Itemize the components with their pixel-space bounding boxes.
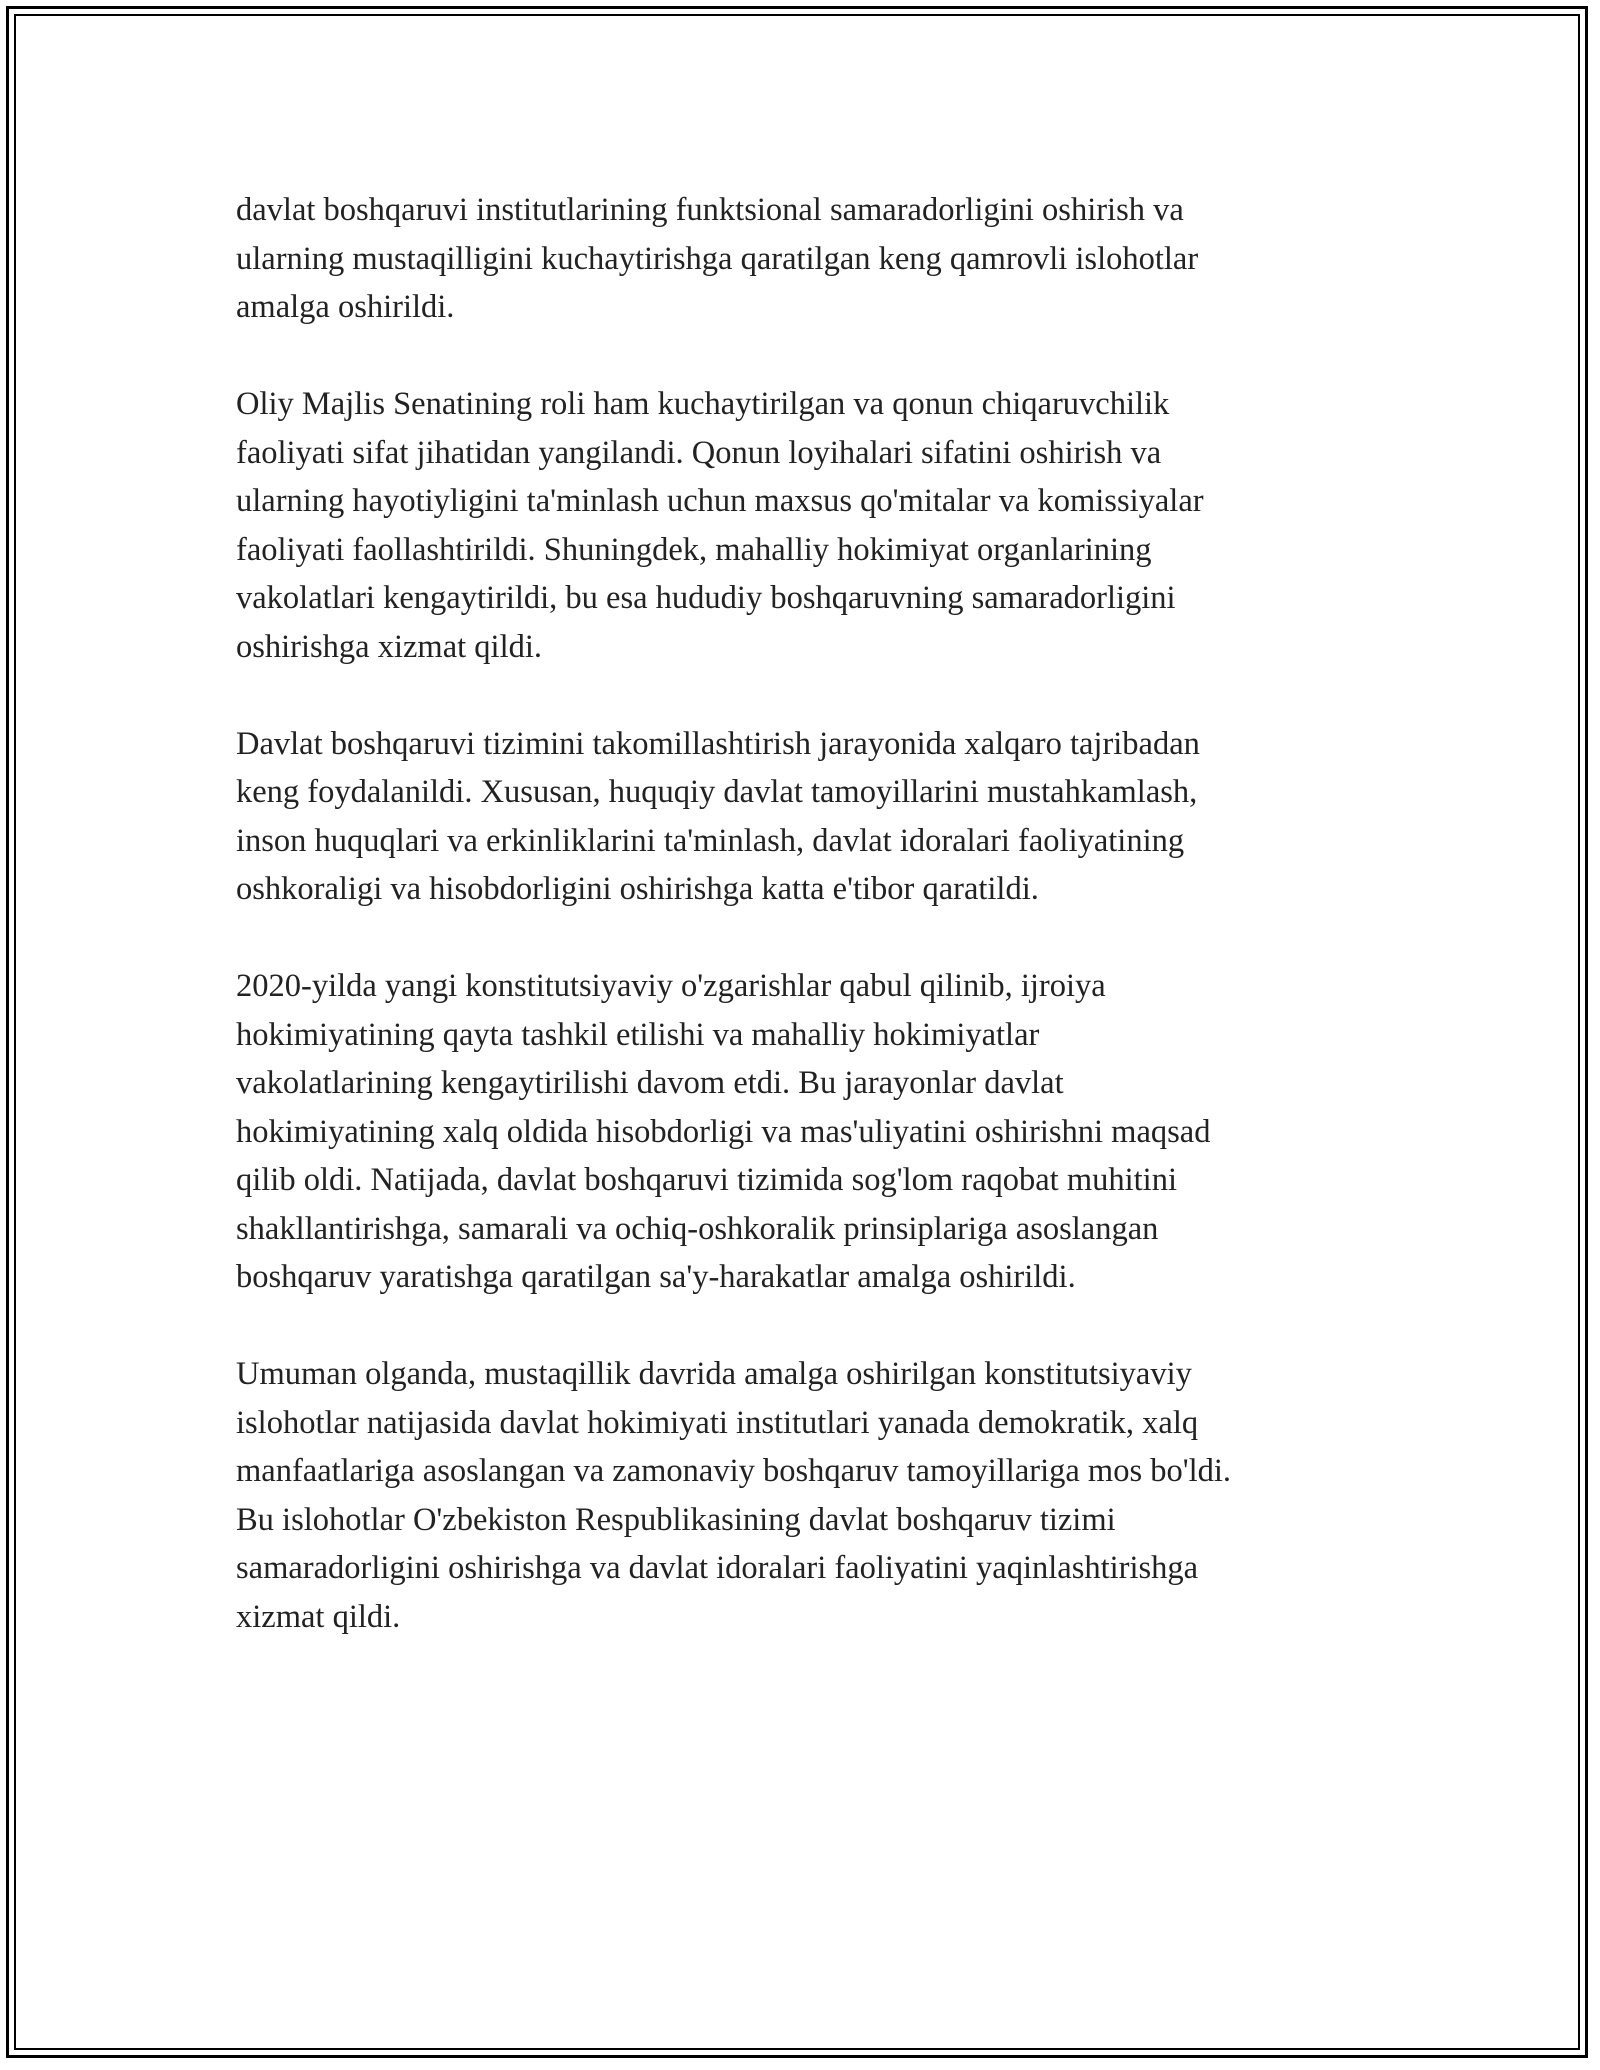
- paragraph-3: Davlat boshqaruvi tizimini takomillashtirish jarayonida xalqaro tajribadan keng foydalanildi. Xususan, huquqiy davlat tamoyillarini mustahkamlash, inson huquqlari va erkinliklarini ta'minlash, davlat idoralari faoliyatining oshkoraligi va hisobdorligini oshirishga katta e'tibor qaratildi.: [236, 725, 1200, 907]
- paragraph-2: Oliy Majlis Senatining roli ham kuchaytirilgan va qonun chiqaruvchilik faoliyati sifat jihatidan yangilandi. Qonun loyihalari sifatini oshirish va ularning hayotiyligini ta'minlash uchun maxsus qo'mitalar va komissiyalar faoliyati faollashtirildi. Shuningdek, mahalliy hokimiyat organlarining vakolatlari kengaytirildi, bu esa hududiy boshqaruvning samaradorligini oshirishga xizmat qildi.: [236, 386, 1204, 665]
- paragraph-4: 2020-yilda yangi konstitutsiyaviy o'zgarishlar qabul qilinib, ijroiya hokimiyatining qayta tashkil etilishi va mahalliy hokimiyatlar vakolatlarining kengaytirilishi davom etdi. Bu jarayonlar davlat hokimiyatining xalq oldida hisobdorligi va mas'uliyatini oshirishni maqsad qilib oldi. Natijada, davlat boshqaruvi tizimida sog'lom raqobat muhitini shakllantirishga, samarali va ochiq-oshkoralik prinsiplariga asoslangan boshqaruv yaratishga qaratilgan sa'y-harakatlar amalga oshirildi.: [236, 968, 1211, 1295]
- paragraph-5: Umuman olganda, mustaqillik davrida amalga oshirilgan konstitutsiyaviy islohotlar natijasida davlat hokimiyati institutlari yanada demokratik, xalq manfaatlariga asoslangan va zamonaviy boshqaruv tamoyillariga mos bo'ldi. Bu islohotlar O'zbekiston Respublikasining davlat boshqaruv tizimi samaradorligini oshirishga va davlat idoralari faoliyatini yaqinlashtirishga xizmat qildi.: [236, 1356, 1232, 1635]
- document-body: [236, 186, 1376, 1690]
- paragraph-1: davlat boshqaruvi institutlarining funktsional samaradorligini oshirish va ularning mustaqilligini kuchaytirishga qaratilgan keng qamrovli islohotlar amalga oshirildi.: [236, 192, 1199, 325]
